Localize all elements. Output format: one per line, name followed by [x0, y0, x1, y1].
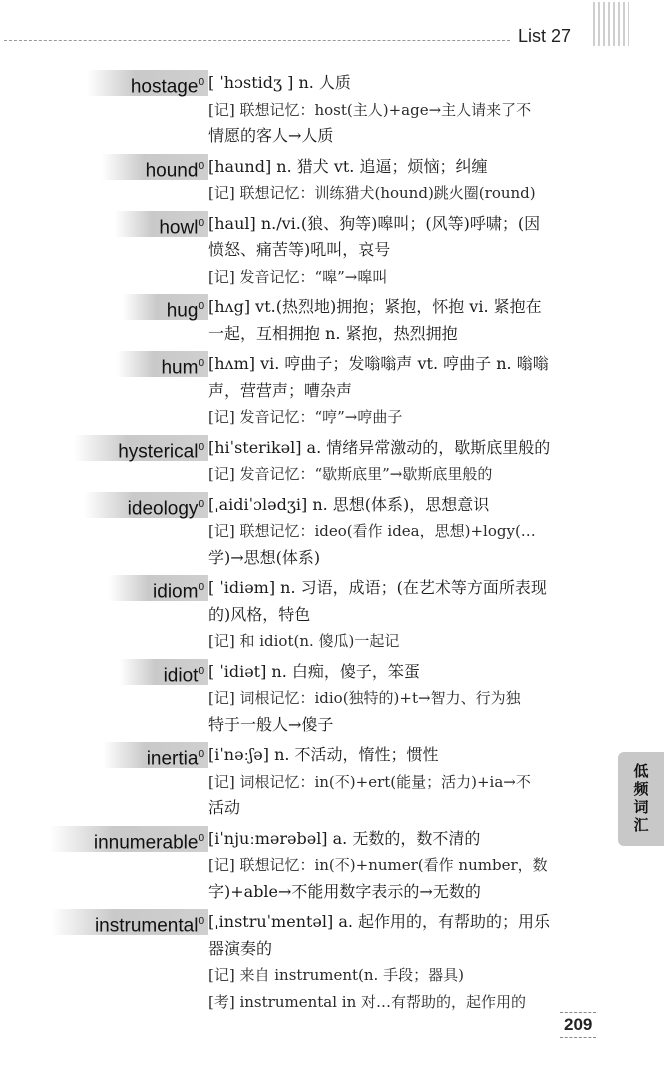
definition-line: 字)+able→不能用数字表示的→无数的: [208, 881, 481, 901]
definition-line: [记] 来自 instrument(n. 手段；器具): [208, 966, 464, 984]
frequency-mark: 0: [198, 301, 204, 312]
side-tab-label: 低频词汇: [631, 763, 650, 835]
definition-line: [hʌg] vt.(热烈地)拥抱；紧抱，怀抱 vi. 紧抱在: [208, 297, 542, 316]
definition-line: [记] 词根记忆：in(不)+ert(能量；活力)+ia→不: [208, 772, 531, 791]
definition: [208, 435, 600, 488]
headword-text: hysterical: [118, 440, 199, 462]
entry-9: [0, 742, 671, 822]
definition-line: [记] 和 idiot(n. 傻瓜)一起记: [208, 632, 400, 650]
headword: [51, 909, 208, 935]
headword-text: hostage: [130, 76, 199, 98]
definition-line: 学)→思想(体系): [208, 547, 321, 567]
definition: [208, 154, 600, 207]
headword: [120, 659, 208, 685]
headword: [103, 742, 208, 768]
definition-line: [haund] n. 猎犬 vt. 追逼；烦恼；纠缠: [208, 156, 488, 176]
entry-6: [0, 492, 671, 572]
entry-8: [0, 659, 671, 739]
headword: [115, 211, 208, 237]
definition: [208, 70, 600, 150]
frequency-mark: 0: [198, 916, 204, 927]
entry-3: [0, 294, 671, 347]
definition-line: [记] 联想记忆：host(主人)+age→主人请来了不: [208, 100, 532, 119]
headword: [74, 435, 208, 461]
headword-text: inertia: [146, 748, 199, 770]
definition: [208, 351, 600, 431]
entry-2: [0, 211, 671, 291]
headword: [123, 294, 208, 320]
definition: [208, 211, 600, 291]
headword-text: instrumental: [94, 915, 199, 937]
entry-10: [0, 826, 671, 906]
definition-line: [考] instrumental in 对…有帮助的，起作用的: [208, 992, 527, 1011]
headword-text: hum: [161, 357, 199, 379]
definition-line: [ ˈidiəm] n. 习语，成语；(在艺术等方面所表现: [208, 578, 547, 597]
headword-text: idiom: [153, 581, 199, 603]
definition-line: [iˈnjuːmərəbəl] a. 无数的，数不清的: [208, 828, 481, 848]
definition-line: 情愿的客人→人质: [208, 126, 334, 145]
headword-text: innumerable: [93, 831, 199, 853]
definition-line: [记] 联想记忆：in(不)+numer(看作 number，数: [208, 856, 548, 874]
definition: [208, 492, 600, 572]
definition-line: [haul] n./vi.(狼、狗等)嗥叫；(风等)呼啸；(因: [208, 213, 541, 233]
definition-line: 声，营营声；嘈杂声: [208, 380, 353, 400]
definition-line: [记] 发音记忆：“嗥”→嗥叫: [208, 267, 388, 286]
definition-line: [ ˈhɔstidʒ ] n. 人质: [208, 73, 351, 92]
definition-line: [ˌaidiˈɔlədʒi] n. 思想(体系)，思想意识: [208, 494, 490, 514]
entry-5: [0, 435, 671, 488]
headword-text: hound: [145, 159, 199, 181]
definition-line: [hiˈsterikəl] a. 情绪异常激动的，歇斯底里般的: [208, 437, 551, 457]
frequency-mark: 0: [198, 217, 204, 229]
headword: [109, 575, 208, 601]
definition-line: 愤怒、痛苦等)吼叫，哀号: [208, 240, 391, 259]
headword: [87, 70, 208, 96]
list-label: List 27: [518, 26, 572, 46]
definition-line: [记] 发音记忆：“歇斯底里”→歇斯底里般的: [208, 465, 493, 483]
headword-text: howl: [159, 216, 199, 238]
entry-list: [0, 70, 671, 1015]
headword: [84, 492, 208, 518]
definition: [208, 294, 600, 347]
frequency-mark: 0: [198, 358, 204, 369]
frequency-mark: 0: [198, 160, 204, 172]
corner-decoration: [593, 2, 629, 46]
page-number: 209: [560, 1012, 596, 1038]
header-rule: [4, 40, 510, 41]
entry-7: [0, 575, 671, 655]
frequency-mark: 0: [198, 832, 204, 844]
headword: [117, 351, 208, 377]
definition: [208, 826, 600, 906]
definition-line: 的)风格，特色: [208, 604, 311, 624]
headword-text: idiot: [163, 664, 199, 686]
definition-line: 一起，互相拥抱 n. 紧抱，热烈拥抱: [208, 323, 458, 343]
entry-1: [0, 154, 671, 207]
definition-line: [hʌm] vi. 哼曲子；发嗡嗡声 vt. 哼曲子 n. 嗡嗡: [208, 354, 549, 373]
entry-0: [0, 70, 671, 150]
frequency-mark: 0: [198, 441, 204, 453]
definition-line: 器演奏的: [208, 938, 273, 958]
definition-line: [记] 词根记忆：idio(独特的)+t→智力、行为独: [208, 689, 521, 707]
headword: [50, 826, 208, 852]
definition-line: [ ˈidiət] n. 白痴，傻子，笨蛋: [208, 661, 420, 681]
definition: [208, 575, 600, 655]
frequency-mark: 0: [198, 498, 204, 510]
headword-text: ideology: [127, 497, 199, 519]
definition: [208, 742, 600, 822]
headword-text: hug: [166, 300, 199, 322]
definition-line: [记] 联想记忆：训练猎犬(hound)跳火圈(round): [208, 184, 536, 202]
definition-line: [记] 联想记忆：ideo(看作 idea，思想)+logy(…: [208, 522, 536, 540]
frequency-mark: 0: [198, 665, 204, 677]
definition-line: 特于一般人→傻子: [208, 714, 334, 734]
frequency-mark: 0: [198, 582, 204, 593]
definition-line: [iˈnəːʃə] n. 不活动，惰性；惯性: [208, 745, 439, 764]
frequency-mark: 0: [198, 749, 204, 760]
definition-line: [记] 发音记忆：“哼”→哼曲子: [208, 408, 403, 426]
definition-line: 活动: [208, 798, 241, 817]
headword: [102, 154, 208, 180]
entry-4: [0, 351, 671, 431]
definition-line: [ˌinstruˈmentəl] a. 起作用的，有帮助的；用乐: [208, 912, 551, 931]
definition: [208, 659, 600, 739]
definition: [208, 909, 600, 1015]
entry-11: [0, 909, 671, 1015]
frequency-mark: 0: [198, 77, 204, 88]
